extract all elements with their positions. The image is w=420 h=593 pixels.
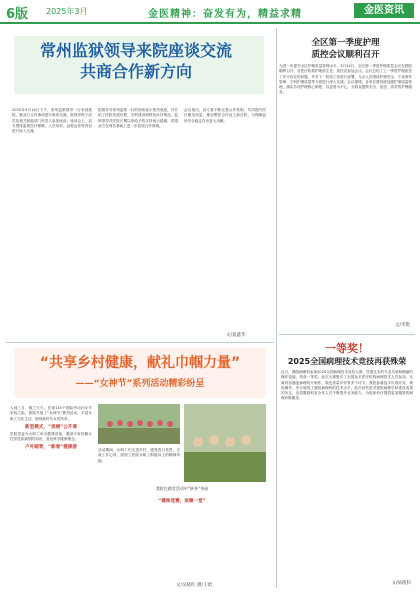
article-column-3 — [184, 108, 266, 328]
article-column-1 — [10, 406, 92, 584]
article-nursing-qc — [277, 26, 414, 331]
tea-garden-image — [184, 404, 266, 482]
article-body — [281, 370, 413, 578]
photo-caption: 我院在踏青活动中“转身”茶园 — [155, 486, 209, 491]
byline: 文/夏鑫华 — [226, 333, 246, 338]
article-body — [279, 64, 412, 319]
subheading: “趣味竞赛，欢聚一堂” — [158, 499, 206, 504]
article-prison-visit — [6, 26, 276, 344]
group-photo-image — [98, 404, 180, 444]
issue-date: 2025年3月 — [46, 7, 88, 16]
headline-line1: 全区第一季度护理 — [311, 38, 380, 48]
byline: 文/李艳 — [394, 323, 410, 328]
photo-tea-garden — [184, 404, 266, 482]
body-text: 医院党委为女职工举办健康讲座，邀请专家讲解女性常见疾病预防知识，普及科学健康理念。 — [10, 431, 92, 442]
article-column-2 — [98, 448, 180, 482]
byline: 文/吴晓红 摄/王珺 — [176, 583, 212, 588]
body-text: 近日，我院病理科参加2025全国病理技术竞技大赛，凭借扎实的专业功底和精湛的操作技能，荣获一等奖。此次大赛吸引了全国众多医疗机构病理技术人员参加，比赛内容涵盖病理切片制作、染色质量评价等多个环节。我院参赛选手沉着应对，规范操作，充分展现了我院病理科的技术水平。此次获奖是对我院病理学科建设成果的肯定，也将激励科室全体人员不断提升业务能力，为临床诊疗提供更加精准的病理诊断服务。 — [281, 370, 413, 401]
event-banner — [14, 348, 266, 398]
paper-nameplate: 金医资讯 — [354, 3, 414, 18]
headline-line2: 2025全国病理技术竞技再获殊荣 — [287, 357, 407, 366]
byline: 文/病理科 — [391, 581, 411, 586]
body-text: 人间三月，桃之夭夭。在第115个国际劳动妇女节来临之际，我院开展了“女神节”系列活动，丰富女职工文化生活，展现新时代女性风采。 — [10, 406, 92, 421]
page-header — [0, 0, 420, 24]
photo-group — [98, 404, 180, 444]
article-column-1 — [12, 108, 92, 338]
article-column-2 — [98, 108, 178, 338]
headline-line2: 共商合作新方向 — [79, 62, 192, 81]
headline-line1: 常州监狱领导来院座谈交流 — [39, 41, 232, 60]
banner-subtitle: ——“女神节”系列活动精彩纷呈 — [75, 379, 205, 389]
subheading: 新型模式，“美丽”公开课 — [25, 424, 77, 430]
slogan: 金医精神：奋发有为，精益求精 — [148, 9, 302, 20]
article-womens-day — [6, 346, 274, 591]
body-text: 活动期间，女职工们走进乡村，感受春日美景，交流工作心得，展现了医院女职工积极向上的精神风貌。 — [98, 448, 180, 463]
body-text: 会议指出，双方将不断完善合作机制，共同提升医疗服务质量，推动警医合作迈上新台阶，为保障监所安全稳定作出更大贡献。 — [184, 108, 266, 123]
body-text: 为进一步提升全区护理质量管理水平，3月14日，全区第一季度护理质控会议在我院顺利召开。各医疗机构护理部主任、质控员参加会议。会议总结了上一季度护理质控工作中存在的问题，并对下一阶段工作进行部署。与会人员围绕护理安全、不良事件管理、专科护理质量等方面进行深入交流。会议强调，各单位要持续加强护理质量管理，落实各项护理核心制度，以患者为中心，为群众提供安全、优质、高效的护理服务。 — [279, 64, 412, 95]
article-pathology-award — [279, 338, 415, 590]
section-divider-right — [279, 334, 415, 335]
article-column-3 — [98, 496, 266, 576]
page-number: 6版 — [6, 7, 29, 22]
body-text: 院领导对常州监狱一行的到来表示热烈欢迎，并介绍了医院发展历程、学科建设和特色诊疗情况。监狱领导对医院长期以来给予的支持表示感谢，希望双方在现有基础上进一步拓展合作领域。 — [98, 108, 178, 128]
headline-line2: 质控会议顺利召开 — [311, 50, 380, 60]
body-text: 2025年3月14日下午，常州监狱领导一行来到我院，就双方合作事项进行座谈交流。院领导班子成员及相关职能部门负责人参加座谈。座谈会上，双方围绕监狱医疗保障、人员培训、远程会诊等内容进行深入交流。 — [12, 108, 92, 134]
subheading: 户外踏青，“新春”健康游 — [25, 445, 77, 451]
headline-line1: 一等奖！ — [325, 342, 369, 355]
banner-title: “共享乡村健康，献礼巾帼力量” — [39, 355, 241, 371]
